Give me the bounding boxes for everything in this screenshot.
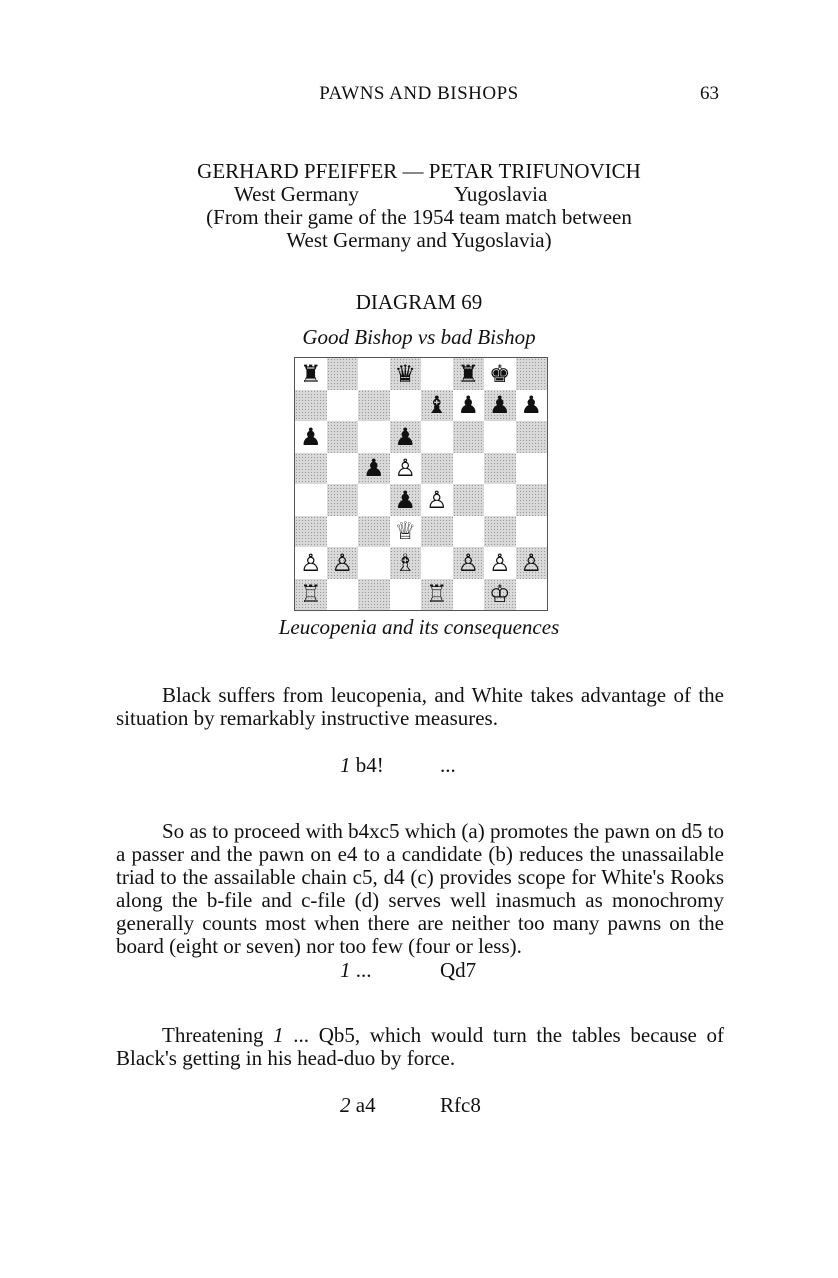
- piece-g8: ♚: [484, 358, 516, 390]
- square-a4: [295, 484, 327, 516]
- piece-a6: ♟: [295, 421, 327, 453]
- square-h6: [516, 421, 548, 453]
- piece-d2: ♗: [390, 547, 422, 579]
- square-g3: [484, 516, 516, 548]
- piece-g1: ♔: [484, 579, 516, 611]
- diagram-subtitle: Good Bishop vs bad Bishop: [302, 325, 536, 349]
- chess-board: [294, 357, 548, 611]
- paragraph-3-prefix: Threatening: [162, 1023, 274, 1047]
- move-1-number: 1: [340, 753, 351, 777]
- piece-g7: ♟: [484, 390, 516, 422]
- piece-e1: ♖: [421, 579, 453, 611]
- square-e3: [421, 516, 453, 548]
- white-country: West Germany: [234, 182, 359, 206]
- move-2: [340, 958, 477, 983]
- piece-f8: ♜: [453, 358, 485, 390]
- piece-a2: ♙: [295, 547, 327, 579]
- paragraph-2: [116, 820, 724, 958]
- piece-d5: ♙: [390, 453, 422, 485]
- piece-e4: ♙: [421, 484, 453, 516]
- piece-c5: ♟: [358, 453, 390, 485]
- paragraph-1-text: Black suffers from leucopenia, and White takes advantage of the situation by remarkably instructive measures.: [116, 683, 724, 730]
- square-f4: [453, 484, 485, 516]
- move-3-black: Rfc8: [440, 1093, 481, 1117]
- paragraph-3-move-number: 1: [273, 1023, 284, 1047]
- square-c4: [358, 484, 390, 516]
- piece-f2: ♙: [453, 547, 485, 579]
- move-2-white: ...: [355, 958, 372, 982]
- square-c3: [358, 516, 390, 548]
- game-players: GERHARD PFEIFFER — PETAR TRIFUNOVICH: [197, 159, 641, 183]
- square-d1: [390, 579, 422, 611]
- piece-f7: ♟: [453, 390, 485, 422]
- square-c8: [358, 358, 390, 390]
- piece-h7: ♟: [516, 390, 548, 422]
- piece-a1: ♖: [295, 579, 327, 611]
- paragraph-1: [116, 684, 724, 730]
- game-occasion: (From their game of the 1954 team match between: [206, 205, 632, 229]
- move-2-number: 1: [340, 958, 351, 982]
- move-3: [340, 1093, 481, 1118]
- square-a7: [295, 390, 327, 422]
- square-f6: [453, 421, 485, 453]
- paragraph-2-text: So as to proceed with b4xc5 which (a) promotes the pawn on d5 to a passer and the pawn on e4 to a candidate (b) reduces the unassailable triad to the assailable chain c5, d4 (c) provides scope for White's Rooks along the b-file and c-file (d) serves well inasmuch as monochromy generally counts most when there are neither too many pawns on the board (eight or seven) nor too few (four or less).: [116, 819, 724, 958]
- square-b8: [327, 358, 359, 390]
- square-f1: [453, 579, 485, 611]
- square-b6: [327, 421, 359, 453]
- running-header: PAWNS AND BISHOPS: [319, 83, 519, 104]
- square-b5: [327, 453, 359, 485]
- square-a3: [295, 516, 327, 548]
- square-d7: [390, 390, 422, 422]
- square-c1: [358, 579, 390, 611]
- piece-d8: ♛: [390, 358, 422, 390]
- move-2-black: Qd7: [440, 958, 477, 982]
- square-g4: [484, 484, 516, 516]
- square-h1: [516, 579, 548, 611]
- square-g6: [484, 421, 516, 453]
- piece-d6: ♟: [390, 421, 422, 453]
- piece-d3: ♕: [390, 516, 422, 548]
- move-1: [340, 753, 456, 778]
- square-h8: [516, 358, 548, 390]
- square-a5: [295, 453, 327, 485]
- move-1-black: ...: [440, 753, 456, 777]
- page-number: 63: [700, 83, 719, 104]
- piece-h2: ♙: [516, 547, 548, 579]
- piece-e7: ♝: [421, 390, 453, 422]
- square-c7: [358, 390, 390, 422]
- square-g5: [484, 453, 516, 485]
- piece-d4: ♟: [390, 484, 422, 516]
- square-e5: [421, 453, 453, 485]
- game-occasion-cont: West Germany and Yugoslavia): [286, 228, 552, 252]
- piece-g2: ♙: [484, 547, 516, 579]
- diagram-label: DIAGRAM 69: [355, 290, 483, 314]
- move-3-number: 2: [340, 1093, 351, 1117]
- square-b7: [327, 390, 359, 422]
- piece-a8: ♜: [295, 358, 327, 390]
- move-3-white: a4: [355, 1093, 376, 1117]
- square-b1: [327, 579, 359, 611]
- diagram-caption: Leucopenia and its consequences: [278, 615, 560, 639]
- square-b3: [327, 516, 359, 548]
- piece-b2: ♙: [327, 547, 359, 579]
- square-b4: [327, 484, 359, 516]
- black-country: Yugoslavia: [454, 182, 548, 206]
- square-h5: [516, 453, 548, 485]
- square-e2: [421, 547, 453, 579]
- game-countries: [0, 183, 838, 206]
- square-e8: [421, 358, 453, 390]
- square-h4: [516, 484, 548, 516]
- square-c6: [358, 421, 390, 453]
- square-f5: [453, 453, 485, 485]
- square-f3: [453, 516, 485, 548]
- square-c2: [358, 547, 390, 579]
- square-h3: [516, 516, 548, 548]
- paragraph-3-text: ... Qb5, which would turn the tables because of Black's getting in his head-duo by force.: [116, 1023, 725, 1070]
- paragraph-3: [116, 1024, 724, 1070]
- square-e6: [421, 421, 453, 453]
- move-1-white: b4!: [355, 753, 384, 777]
